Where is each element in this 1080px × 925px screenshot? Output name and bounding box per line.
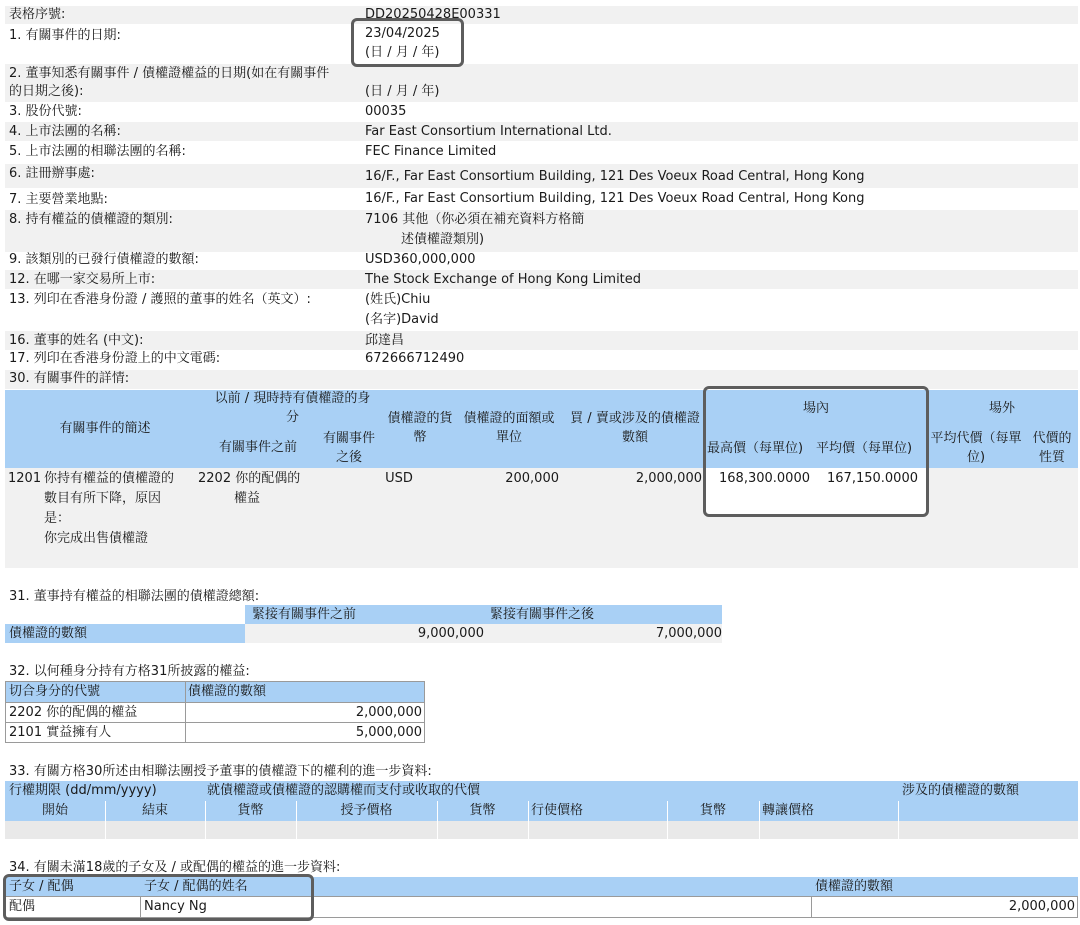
s30-row-before: 2202 你的配偶的 [198,471,301,486]
s30-h-offavg: 平均代價（每單 [930,431,1022,446]
s33-divider [898,801,899,839]
field-label: 7. 主要營業地點: [9,192,108,207]
field-label: 13. 列印在香港身份證 / 護照的董事的姓名（英文）: [9,292,311,307]
field-stripe [5,6,1078,24]
field-label: 表格序號: [9,7,66,22]
field-label: 16. 董事的姓名 (中文): [9,333,144,348]
s33-h-currency: 貨幣 [469,803,496,818]
s30-row-desc: 你持有權益的債權證的 [44,471,175,486]
field-value: USD360,000,000 [365,252,476,267]
s33-h-grant-price: 授予價格 [340,803,393,818]
s33-h-amount: 涉及的債權證的數額 [902,783,1020,798]
s32-h-amt: 債權證的數額 [188,684,267,699]
field-value: FEC Finance Limited [365,144,497,159]
s30-h-avg: 平均價（每單位) [816,441,913,456]
s33-h-consideration: 就債權證或債權證的認購權而支付或收取的代價 [207,783,481,798]
field-value: (姓氏)Chiu [365,292,431,307]
s31-row-label: 債權證的數額 [9,626,88,641]
s30-h-hold: 分 [285,410,299,425]
s30-h-event: 有關事件的簡述 [59,421,151,436]
s30-h-nature: 代價的 [1032,431,1072,446]
s30-h-offavg: 位) [966,450,986,465]
highlight-box-spouse [3,874,314,921]
s33-divider [759,801,760,839]
s33-h-exercise-price: 行使價格 [531,803,584,818]
s30-row-desc: 數目有所下降，原因 [44,491,162,506]
field-value: DD20250428E00331 [365,7,501,22]
field-label: 1. 有關事件的日期: [9,28,121,43]
s32-row-amt: 2,000,000 [355,705,422,720]
s33-divider [528,801,529,839]
field-label: 的日期之後): [9,84,84,99]
s30-h-after: 有關事件 [322,431,375,446]
field-label: 12. 在哪一家交易所上市: [9,272,156,287]
s32-row-code: 2202 你的配偶的權益 [9,705,138,720]
field-label: 8. 持有權益的債權證的類別: [9,212,173,227]
field-value: (日 / 月 / 年) [365,84,440,99]
s31-h-after: 緊接有關事件之後 [489,607,594,622]
s33-h-currency: 貨幣 [237,803,264,818]
field-label: 6. 註冊辦事處: [9,166,95,181]
s33-h-currency: 貨幣 [699,803,726,818]
s30-h-offexchange: 場外 [988,401,1015,416]
field-value: The Stock Exchange of Hong Kong Limited [365,272,642,287]
s34-row-amount: 2,000,000 [1008,899,1075,914]
s30-h-unit: 債權證的面額或 [463,411,555,426]
s30-h-nature: 性質 [1038,450,1065,465]
field-label: 5. 上市法團的相聯法團的名稱: [9,144,186,159]
s30-row-code: 1201 [8,471,42,486]
field-label: 9. 該類別的已發行債權證的數額: [9,252,199,267]
section-30-title: 30. 有關事件的詳情: [9,371,130,386]
s30-h-after: 之後 [335,450,362,465]
field-value: 7106 其他（你必須在補充資料方格簡 [365,212,585,227]
field-value: 16/F., Far East Consortium Building, 121 Des Voeux Road Central, Hong Kong [365,191,865,206]
field-value: Far East Consortium International Ltd. [365,124,612,139]
s31-before-value: 9,000,000 [417,626,484,641]
field-value: (名字)David [365,312,439,327]
field-label: 2. 董事知悉有關事件 / 債權證權益的日期(如在有關事件 [9,66,330,81]
s32-row-amt: 5,000,000 [355,725,422,740]
s33-empty-row [5,821,1078,839]
s30-row-amount: 2,000,000 [635,471,702,486]
section-34-title: 34. 有關未滿18歲的子女及 / 或配偶的權益的進一步資料: [9,860,341,875]
s33-h-end: 結束 [141,803,168,818]
section-31-title: 31. 董事持有權益的相聯法團的債權證總額: [9,589,260,604]
field-stripe [5,331,1078,350]
s33-h-transfer-price: 轉讓價格 [762,803,815,818]
s30-row-before: 權益 [234,491,261,506]
field-value: 邱達昌 [365,333,405,348]
s30-h-unit: 單位 [495,430,522,445]
s30-h-high: 最高價（每單位) [707,441,804,456]
s30-h-currency: 幣 [413,430,427,445]
s32-row-code: 2101 實益擁有人 [9,725,112,740]
s30-row-avg: 167,150.0000 [827,471,918,486]
field-value: (日 / 月 / 年) [365,45,440,60]
s34-h-amount: 債權證的數額 [815,879,894,894]
s30-h-onexchange: 場內 [802,401,829,416]
s30-row-unit: 200,000 [505,471,559,486]
highlight-box-prices [703,386,929,517]
field-value: 23/04/2025 [365,26,440,41]
field-label: 4. 上市法團的名稱: [9,124,121,139]
s34-h-relation: 子女 / 配偶 [9,879,74,894]
highlight-box-date [351,18,464,67]
s30-row-high: 168,300.0000 [719,471,810,486]
field-label: 3. 股份代號: [9,104,82,119]
s30-row-currency: USD [385,471,413,486]
s30-row-desc: 你完成出售債權證 [44,531,149,546]
field-value: 16/F., Far East Consortium Building, 121 Des Voeux Road Central, Hong Kong [365,169,865,184]
s30-h-before: 有關事件之前 [218,440,297,455]
field-value: 述債權證類別) [401,232,485,247]
s31-h-before: 緊接有關事件之前 [251,607,356,622]
field-label: 17. 列印在香港身份證上的中文電碼: [9,351,221,366]
s34-row-name: Nancy Ng [144,899,207,914]
field-value: 672666712490 [365,351,465,366]
s30-h-hold: 以前 / 現時持有債權證的身 [214,391,371,406]
s34-row-relation: 配偶 [9,899,36,914]
s30-h-amount: 買 / 賣或涉及的債權證 [570,411,700,426]
section-33-title: 33. 有關方格30所述由相聯法團授予董事的債權證下的權利的進一步資料: [9,764,432,779]
s30-row-desc: 是： [44,511,71,526]
s32-h-code: 切合身分的代號 [9,684,101,699]
s33-h-period: 行權期限 (dd/mm/yyyy) [9,783,157,798]
section-32-title: 32. 以何種身分持有方格31所披露的權益: [9,664,250,679]
s30-h-amount: 數額 [621,430,648,445]
s34-h-name: 子女 / 配偶的姓名 [144,879,248,894]
field-value: 00035 [365,104,407,119]
s31-after-value: 7,000,000 [655,626,722,641]
s30-h-currency: 債權證的貨 [387,411,453,426]
s33-h-start: 開始 [41,803,68,818]
